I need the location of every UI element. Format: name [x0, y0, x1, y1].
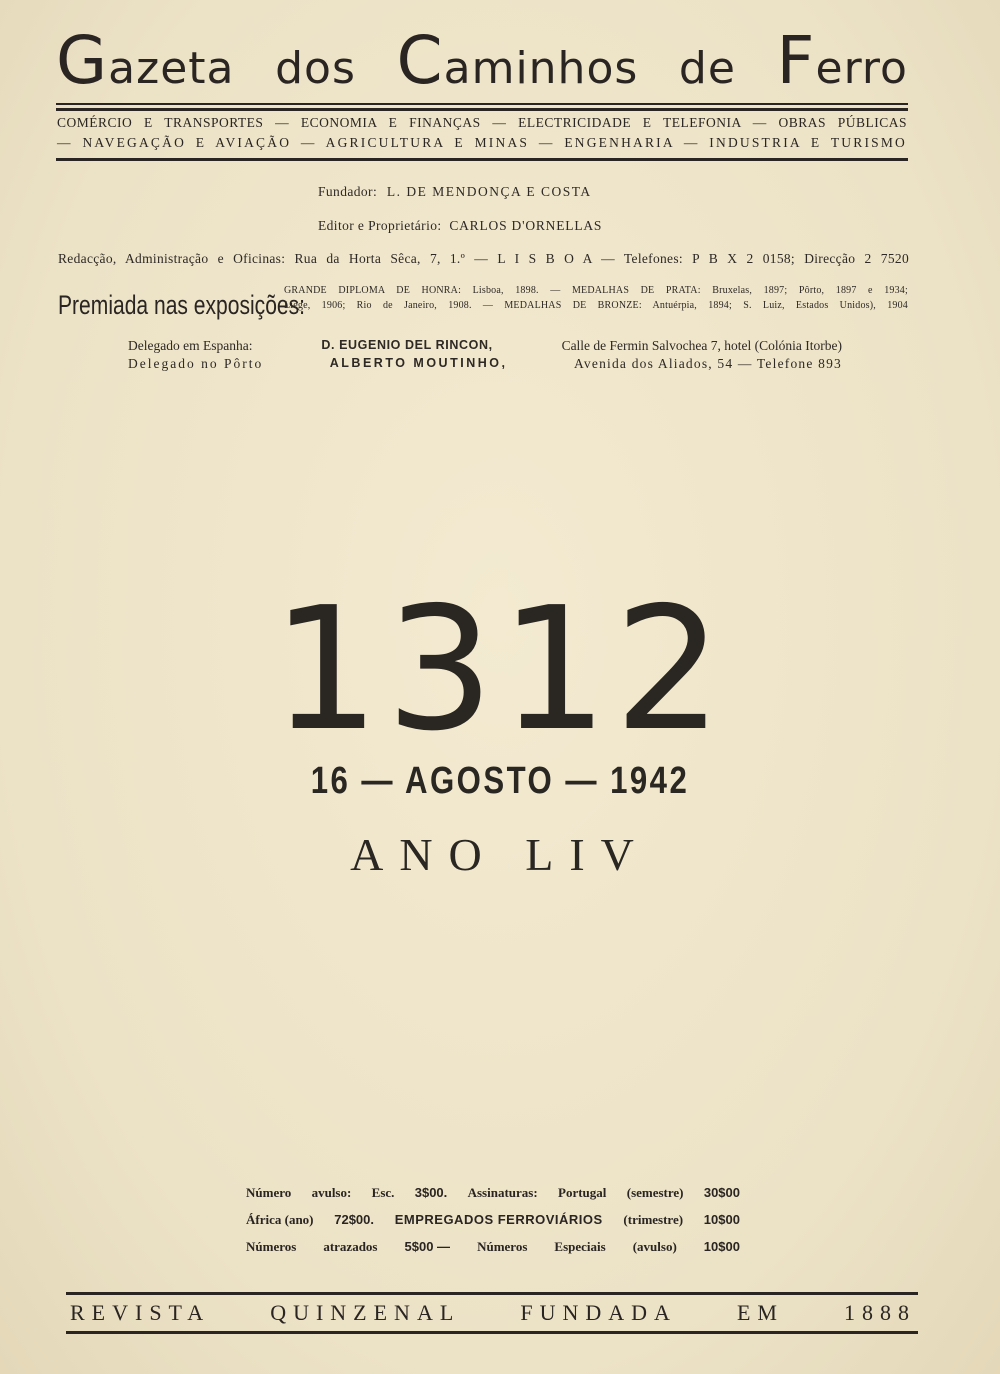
price-text: avulso:: [311, 1185, 352, 1200]
price-row-2: [246, 1212, 740, 1228]
delegate-porto-address: Avenida dos Aliados, 54 — Telefone 893: [573, 356, 842, 371]
footer-rule-bottom: [66, 1331, 918, 1334]
subjects-line-1: COMÉRCIO E TRANSPORTES — ECONOMIA E FINANÇAS — ELECTRICIDADE E TELEFONIA — OBRAS PÚBLICAS: [57, 115, 907, 130]
editor-name: CARLOS D'ORNELLAS: [449, 218, 603, 233]
price-text: (avulso): [632, 1239, 677, 1254]
masthead-rule-top: [56, 103, 908, 105]
editor-line: [318, 218, 602, 234]
price-text: atrazados: [323, 1239, 378, 1254]
price-text: Números: [246, 1239, 297, 1254]
price-row-1: [246, 1185, 740, 1201]
masthead-rule-thick: [56, 108, 908, 111]
delegate-spain-label: Delegado em Espanha:: [128, 338, 253, 353]
awards-line-2: Liège, 1906; Rio de Janeiro, 1908. — MEDALHAS DE BRONZE: Antuérpia, 1894; S. Luiz, Estados Unidos), 1904: [284, 300, 908, 311]
price-value: 5$00 —: [404, 1239, 451, 1254]
address-line: Redacção, Administração e Oficinas: Rua da Horta Sêca, 7, 1.º — L I S B O A — Telefones: P B X 2 0158; Direcção 2 7520: [58, 251, 909, 266]
price-text: Especiais: [554, 1239, 606, 1254]
price-value: 10$00: [703, 1239, 740, 1254]
editor-label: Editor e Proprietário:: [318, 218, 442, 233]
masthead-word-4: de: [678, 43, 736, 94]
price-row-3: [246, 1239, 740, 1255]
founder-line: [318, 184, 592, 200]
footer-word: EM: [736, 1300, 784, 1325]
price-value: 10$00: [703, 1212, 740, 1227]
masthead-word-2: dos: [275, 43, 356, 94]
delegate-spain: [128, 338, 842, 354]
delegate-porto-name: ALBERTO MOUTINHO,: [329, 356, 508, 370]
footer-rule-top: [66, 1292, 918, 1295]
price-text: (trimestre): [623, 1212, 684, 1227]
delegate-spain-name: D. EUGENIO DEL RINCON,: [321, 338, 493, 352]
issue-year: ANO LIV: [350, 829, 650, 880]
masthead-title: [56, 22, 908, 99]
price-text: Assinaturas:: [467, 1185, 538, 1200]
issue-date: 16 — AGOSTO — 1942: [310, 760, 690, 802]
founder-name: L. DE MENDONÇA E COSTA: [386, 184, 592, 199]
footer-word: QUINZENAL: [270, 1300, 461, 1325]
awards-line-1: GRANDE DIPLOMA DE HONRA: Lisboa, 1898. — MEDALHAS DE PRATA: Bruxelas, 1897; Pôrto, 1897 e 1934;: [284, 285, 908, 296]
footer-word: FUNDADA: [520, 1300, 677, 1325]
price-text: Números: [477, 1239, 528, 1254]
awards-label: Premiada nas exposições:: [58, 290, 306, 320]
price-text: Número: [246, 1185, 292, 1200]
masthead-word-3: Caminhos: [396, 22, 639, 99]
price-value: 3$00.: [414, 1185, 448, 1200]
subjects-rule: [56, 158, 908, 161]
price-value: 30$00: [703, 1185, 740, 1200]
price-text: (semestre): [626, 1185, 684, 1200]
price-value: 72$00.: [334, 1212, 374, 1227]
price-text: África (ano): [246, 1212, 314, 1227]
delegate-spain-address: Calle de Fermin Salvochea 7, hotel (Colónia Itorbe): [561, 338, 842, 353]
delegate-porto: [128, 356, 842, 372]
footer-word: 1888: [843, 1300, 916, 1325]
price-text: EMPREGADOS FERROVIÁRIOS: [394, 1212, 603, 1227]
delegate-porto-label: Delegado no Pôrto: [128, 356, 264, 371]
footer-tagline: [70, 1300, 916, 1326]
masthead-word-5: Ferro: [776, 22, 908, 99]
price-text: Portugal: [558, 1185, 607, 1200]
issue-number: 1312: [271, 571, 729, 769]
subjects-line-2: — NAVEGAÇÃO E AVIAÇÃO — AGRICULTURA E MINAS — ENGENHARIA — INDUSTRIA E TURISMO: [57, 135, 907, 150]
founder-label: Fundador:: [318, 184, 378, 199]
footer-word: REVISTA: [70, 1300, 211, 1325]
price-text: Esc.: [371, 1185, 395, 1200]
masthead-word-1: Gazeta: [56, 22, 235, 99]
